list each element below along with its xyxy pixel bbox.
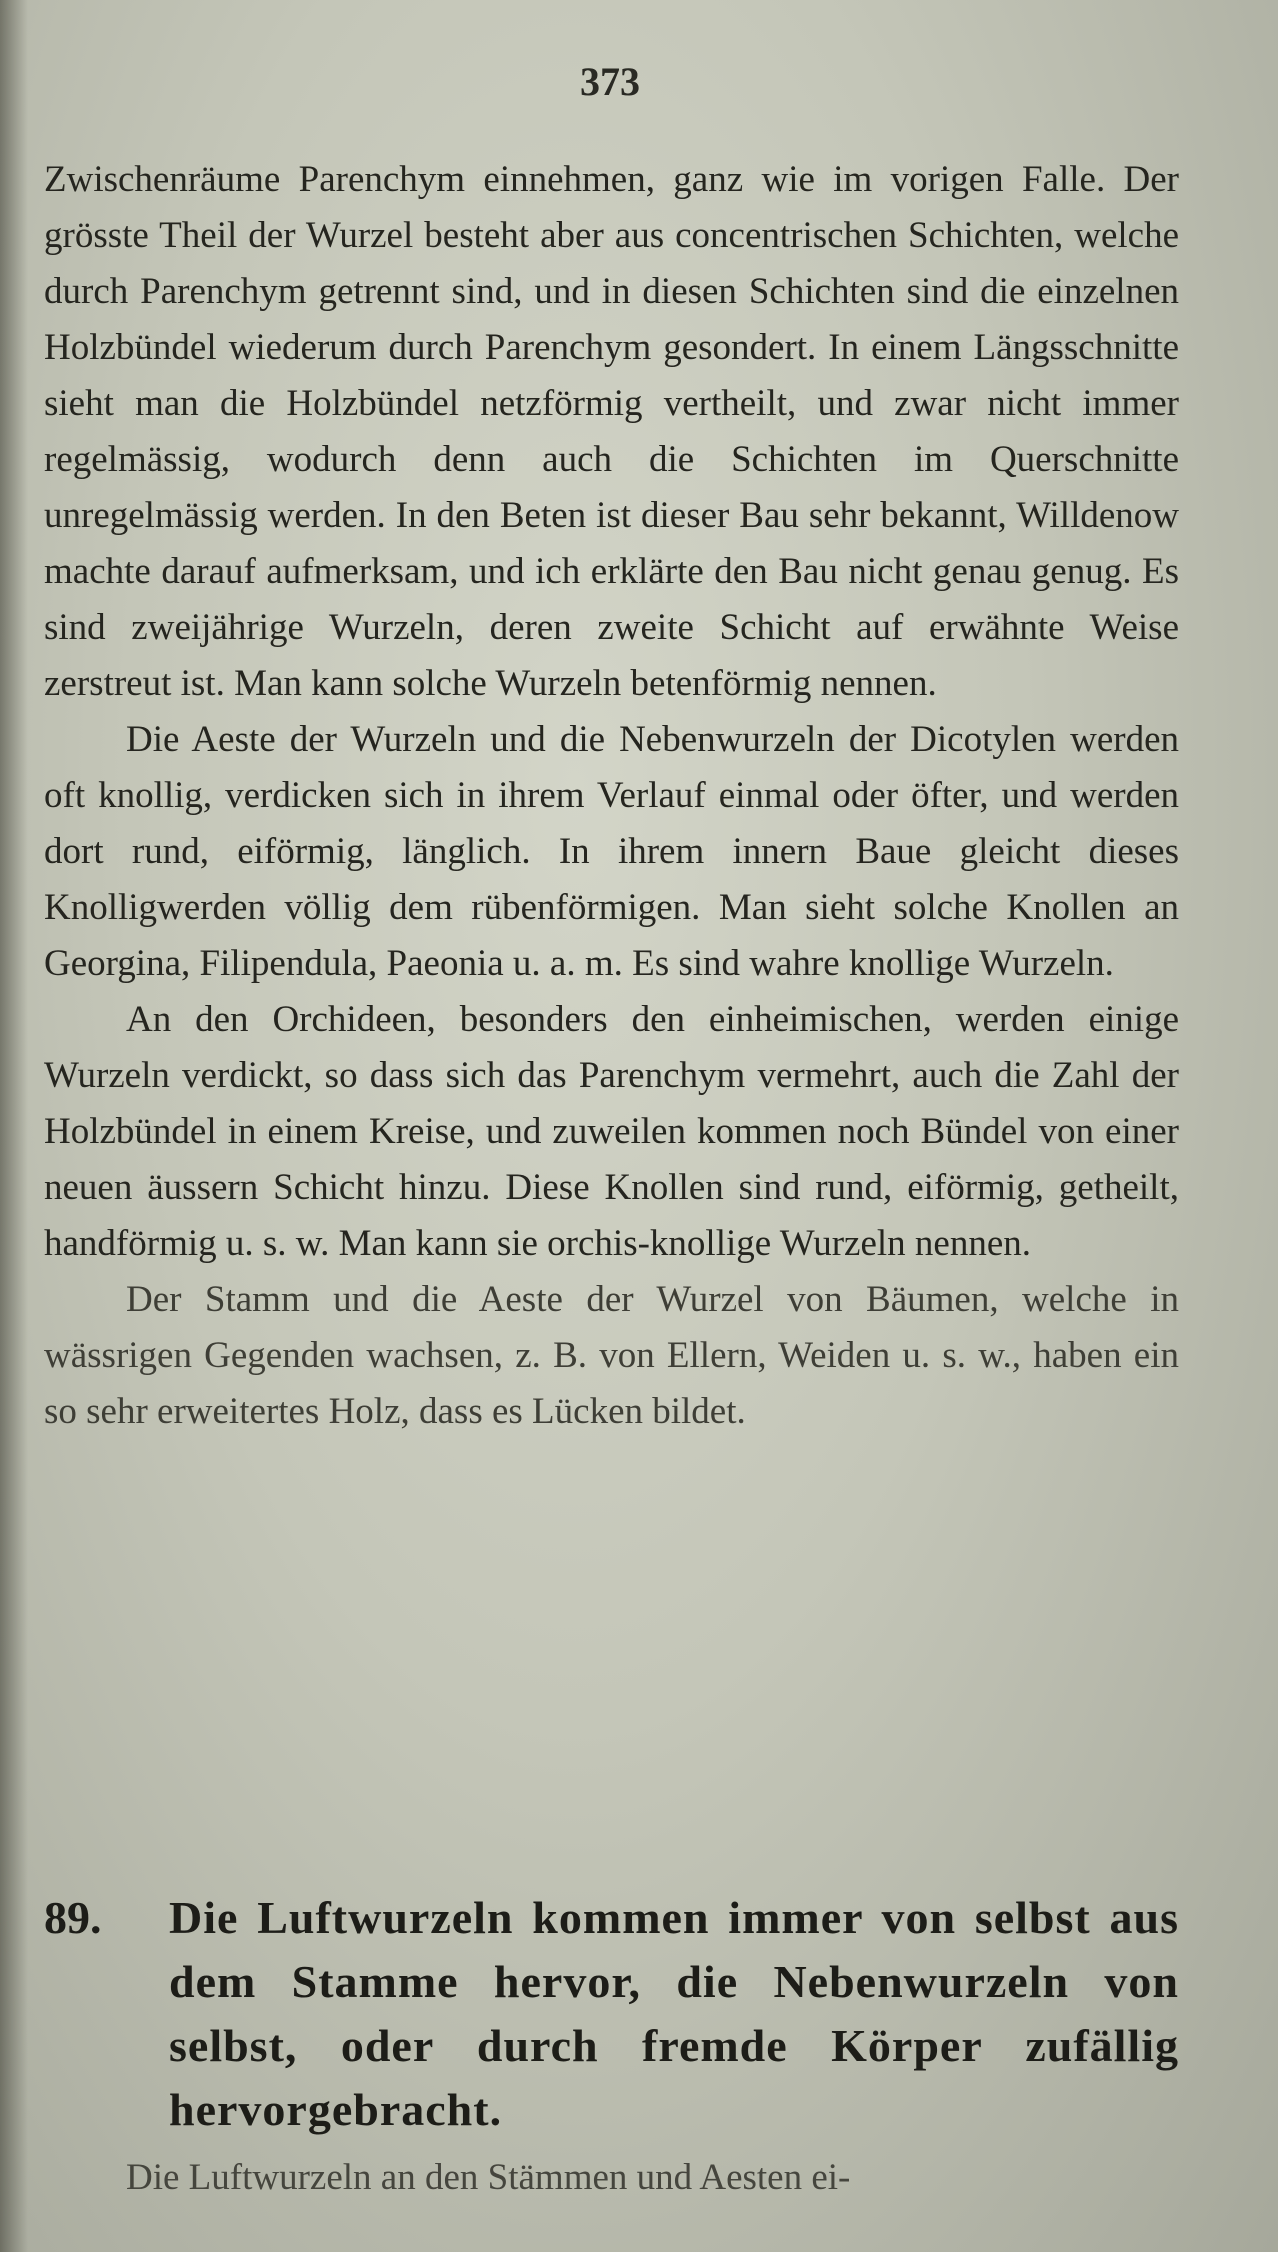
page-gutter-shadow bbox=[0, 0, 28, 2252]
paragraph-baeume: Der Stamm und die Aeste der Wurzel von Bäumen, welche in wässrigen Gegenden wachsen, z. B. von Ellern, Weiden u. s. w., haben ein so sehr erweitertes Holz, dass es Lücken bildet. bbox=[44, 1279, 1179, 1432]
section-heading bbox=[44, 1886, 1179, 2142]
paragraph-knollige-wurzeln: Die Aeste der Wurzeln und die Nebenwurzeln der Dicotylen werden oft knollig, verdicken sich in ihrem Verlauf einmal oder öfter, und werden dort rund, eiförmig, länglich. In ihrem innern Baue gleicht dieses Knolligwerden völlig dem rübenförmigen. Man sieht solche Knollen an Georgina, Filipendula, Paeonia u. a. m. Es sind wahre knollige Wurzeln. bbox=[44, 719, 1179, 984]
body-text bbox=[44, 152, 1179, 1440]
section-number: 89. bbox=[44, 1892, 102, 1943]
section-title: Die Luftwurzeln kommen immer von selbst aus dem Stamme hervor, die Nebenwurzeln von selbst, oder durch fremde Körper zufällig hervorgebracht. bbox=[169, 1892, 1179, 2135]
section-body-start: Die Luftwurzeln an den Stämmen und Aesten ei- bbox=[126, 2157, 851, 2198]
page-number: 373 bbox=[580, 59, 640, 104]
paragraph-continuation: Zwischenräume Parenchym einnehmen, ganz wie im vorigen Falle. Der grösste Theil der Wurzel besteht aber aus concentrischen Schichten, welche durch Parenchym getrennt sind, und in diesen Schichten sind die einzelnen Holzbündel wiederum durch Parenchym gesondert. In einem Längsschnitte sieht man die Holzbündel netzförmig vertheilt, und zwar nicht immer regelmässig, wodurch denn auch die Schichten im Querschnitte unregelmässig werden. In den Beten ist dieser Bau sehr bekannt, Willdenow machte darauf aufmerksam, und ich erklärte den Bau nicht genau genug. Es sind zweijährige Wurzeln, deren zweite Schicht auf erwähnte Weise zerstreut ist. Man kann solche Wurzeln betenförmig nennen. bbox=[44, 159, 1179, 704]
paragraph-orchideen: An den Orchideen, besonders den einheimischen, werden einige Wurzeln verdickt, so dass sich das Parenchym vermehrt, auch die Zahl der Holzbündel in einem Kreise, und zuweilen kommen noch Bündel von einer neuen äussern Schicht hinzu. Diese Knollen sind rund, eiförmig, getheilt, handförmig u. s. w. Man kann sie orchis-knollige Wurzeln nennen. bbox=[44, 999, 1179, 1264]
section-89 bbox=[44, 1886, 1179, 2206]
